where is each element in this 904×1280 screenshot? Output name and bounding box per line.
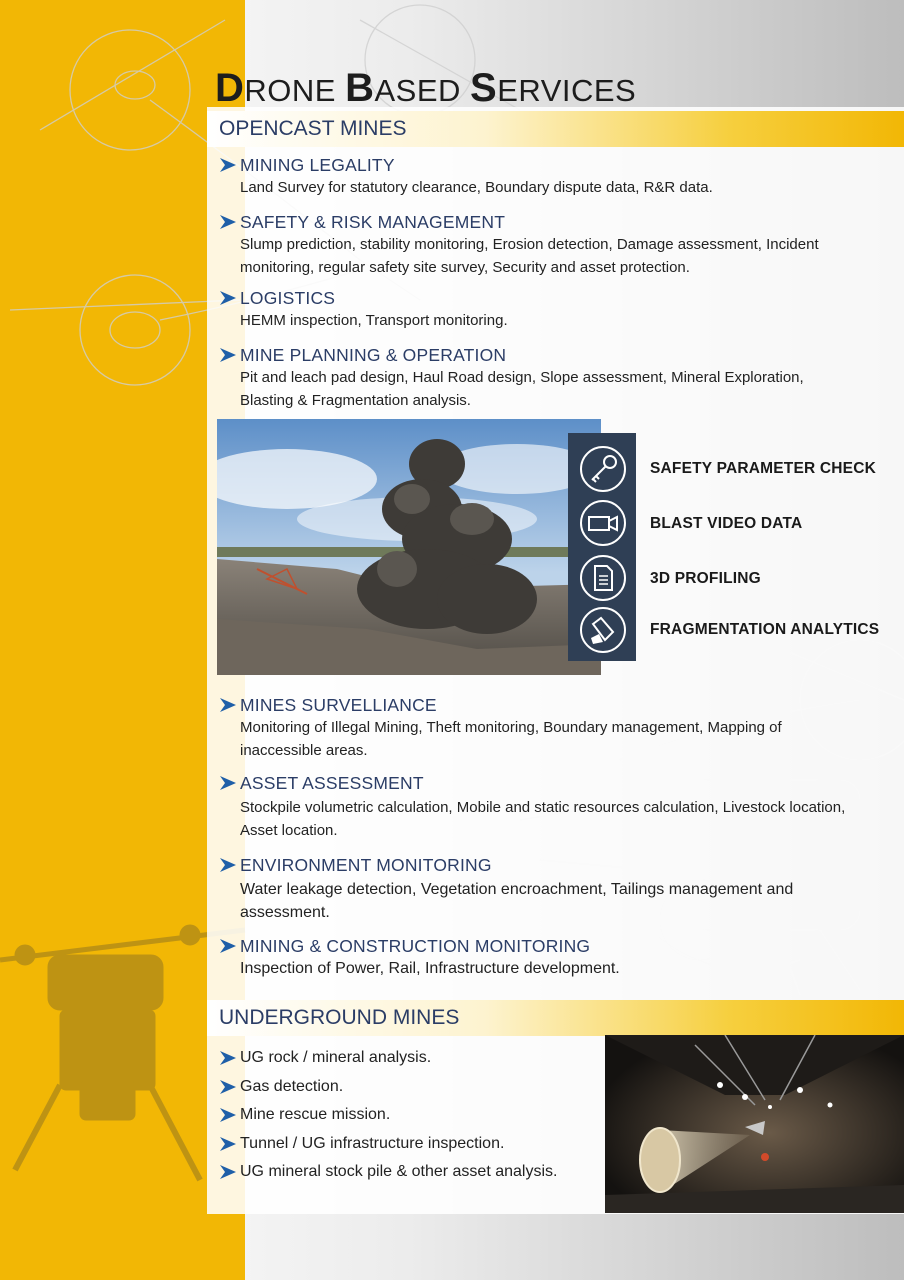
service-description: Stockpile volumetric calculation, Mobile and static resources calculation, Livestock location, Asset location.: [240, 799, 846, 839]
service-logistics: [218, 287, 858, 332]
video-camera-icon: [579, 499, 627, 547]
service-title: MINING & CONSTRUCTION MONITORING: [240, 935, 591, 956]
service-description: Slump prediction, stability monitoring, Erosion detection, Damage assessment, Incident monitoring, regular safety site survey, Security and asset protection.: [240, 236, 819, 276]
key-icon: [579, 445, 627, 493]
page-title: DRONE BASED SERVICES: [215, 66, 637, 110]
service-mining-construction-monitoring: [218, 935, 858, 980]
list-item: Gas detection.: [218, 1077, 343, 1097]
document-icon: [579, 554, 627, 602]
service-mining-legality: [218, 154, 858, 199]
chevron-right-icon: [218, 288, 238, 308]
service-title: LOGISTICS: [240, 287, 336, 308]
opencast-mines-heading-bar: [207, 111, 904, 147]
chevron-right-icon: [218, 1134, 238, 1154]
underground-tunnel-photo: [605, 1035, 904, 1213]
service-title: SAFETY & RISK MANAGEMENT: [240, 211, 506, 232]
service-title: MINING LEGALITY: [240, 154, 395, 175]
chevron-right-icon: [218, 1105, 238, 1125]
service-description: Inspection of Power, Rail, Infrastructure development.: [240, 960, 620, 977]
service-environment-monitoring: [218, 854, 858, 924]
underground-mines-heading: UNDERGROUND MINES: [219, 1006, 460, 1029]
feature-safety-parameter-check: SAFETY PARAMETER CHECK: [650, 460, 877, 477]
service-description: HEMM inspection, Transport monitoring.: [240, 312, 508, 329]
service-description: Land Survey for statutory clearance, Boundary dispute data, R&R data.: [240, 179, 713, 196]
list-item: Mine rescue mission.: [218, 1105, 390, 1125]
service-mine-planning-operation: [218, 344, 858, 412]
service-title: ASSET ASSESSMENT: [240, 772, 424, 793]
chevron-right-icon: [218, 773, 238, 793]
list-item: UG mineral stock pile & other asset analysis.: [218, 1162, 557, 1182]
fragmentation-icon: [579, 606, 627, 654]
feature-fragmentation-analytics: FRAGMENTATION ANALYTICS: [650, 621, 880, 638]
chevron-right-icon: [218, 695, 238, 715]
service-description: Pit and leach pad design, Haul Road design, Slope assessment, Mineral Exploration, Blasting & Fragmentation analysis.: [240, 369, 804, 409]
list-item: Tunnel / UG infrastructure inspection.: [218, 1134, 504, 1154]
service-asset-assessment: [218, 772, 858, 842]
opencast-mines-heading: OPENCAST MINES: [219, 117, 407, 140]
chevron-right-icon: [218, 155, 238, 175]
feature-3d-profiling: 3D PROFILING: [650, 570, 761, 587]
service-title: MINES SURVELLIANCE: [240, 694, 437, 715]
chevron-right-icon: [218, 345, 238, 365]
chevron-right-icon: [218, 1162, 238, 1182]
blast-photo: [217, 419, 601, 675]
service-description: Monitoring of Illegal Mining, Theft monitoring, Boundary management, Mapping of inaccessible areas.: [240, 719, 782, 759]
feature-blast-video-data: BLAST VIDEO DATA: [650, 515, 803, 532]
chevron-right-icon: [218, 936, 238, 956]
list-item: UG rock / mineral analysis.: [218, 1048, 431, 1068]
underground-mines-heading-bar: [207, 1000, 904, 1036]
chevron-right-icon: [218, 855, 238, 875]
chevron-right-icon: [218, 1077, 238, 1097]
chevron-right-icon: [218, 212, 238, 232]
service-safety-risk-management: [218, 211, 858, 279]
service-title: MINE PLANNING & OPERATION: [240, 344, 507, 365]
service-title: ENVIRONMENT MONITORING: [240, 854, 492, 875]
service-mines-surveillance: [218, 694, 858, 762]
service-description: Water leakage detection, Vegetation encroachment, Tailings management and assessment.: [240, 881, 794, 921]
chevron-right-icon: [218, 1048, 238, 1068]
